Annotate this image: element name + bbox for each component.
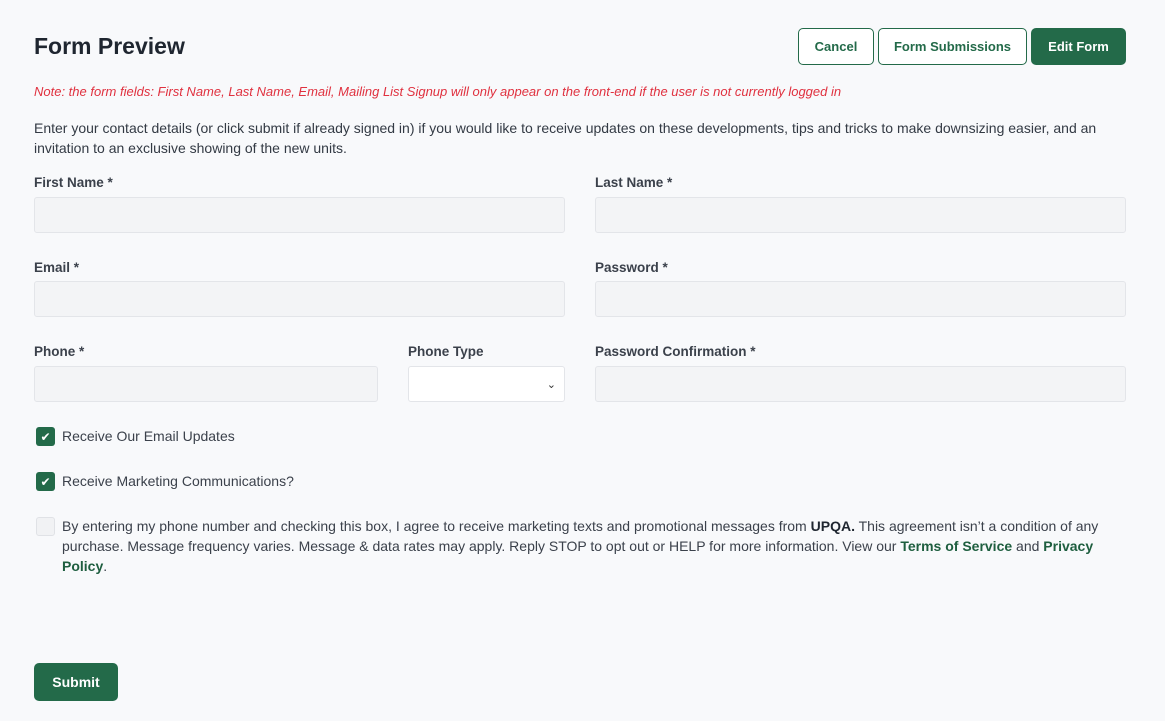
consent-text: . [103,558,108,574]
chevron-down-icon: ⌄ [546,377,556,391]
consent-text: and [1012,538,1044,554]
form-submissions-button[interactable]: Form Submissions [878,28,1027,65]
check-icon: ✔ [40,429,51,444]
privacy-policy-link[interactable]: Privacy Policy [62,538,1094,574]
terms-of-service-link[interactable]: Terms of Service [900,538,1013,554]
marketing-label: Receive Marketing Communications? [62,473,294,489]
edit-form-button[interactable]: Edit Form [1031,28,1126,65]
sms-consent-checkbox[interactable] [36,517,55,536]
email-updates-checkbox[interactable] [36,427,55,446]
email-input[interactable] [34,281,565,317]
login-note: Note: the form fields: First Name, Last Name, Email, Mailing List Signup will only appear on the front-end if the user is not currently logged in [34,84,842,99]
consent-text: This agreement isn’t a condition of any purchase. Message frequency varies. Message & data rates may apply. Reply STOP to opt out or HELP for more information. View our [62,518,1099,554]
cancel-button[interactable]: Cancel [798,28,874,65]
password-confirmation-label: Password Confirmation * [595,344,756,359]
phone-type-label: Phone Type [408,344,484,359]
sms-consent-text [62,516,1122,576]
page-title: Form Preview [34,33,185,59]
email-label: Email * [34,260,80,275]
company-name: UPQA. [810,518,855,534]
password-label: Password * [595,260,668,275]
password-input[interactable] [595,281,1126,317]
form-intro: Enter your contact details (or click submit if already signed in) if you would like to receive updates on these developments, tips and tricks to make downsizing easier, and an invitation to an exclusive showing of the new units. [34,120,1097,156]
last-name-input[interactable] [595,197,1126,233]
check-icon: ✔ [40,474,51,489]
phone-type-select[interactable] [408,366,565,402]
phone-input[interactable] [34,366,378,402]
email-updates-label: Receive Our Email Updates [62,428,235,444]
password-confirmation-input[interactable] [595,366,1126,402]
first-name-label: First Name * [34,175,113,190]
phone-label: Phone * [34,344,85,359]
submit-button[interactable]: Submit [34,663,118,701]
last-name-label: Last Name * [595,175,673,190]
consent-text: By entering my phone number and checking this box, I agree to receive marketing texts and promotional messages from [62,518,811,534]
marketing-checkbox[interactable] [36,472,55,491]
first-name-input[interactable] [34,197,565,233]
